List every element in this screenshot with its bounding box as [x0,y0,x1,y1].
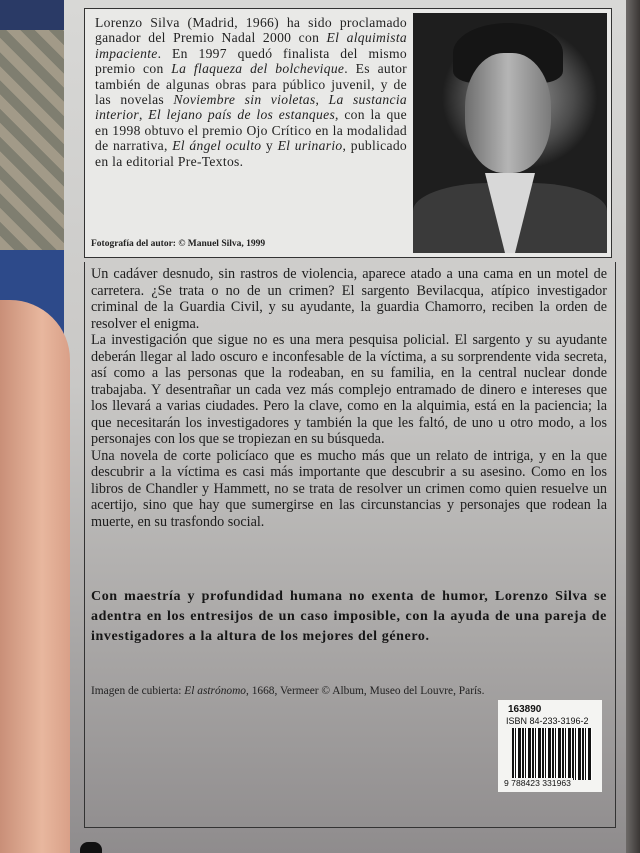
cover-credit-suffix: , 1668, Vermeer © Album, Museo del Louvre, París. [246,685,485,697]
synopsis [91,266,607,530]
barcode-bars [512,728,592,780]
bio-title: La flaqueza del bolchevique [171,61,345,77]
bio-text: , publicado en la editorial Pre-Textos. [95,138,408,169]
synopsis-paragraph: La investigación que sigue no es una mera pesquisa policial. El sargento y su ayudante deberán llegar al lado oscuro e inconfesable de la víctima, a su sorprendente vida secreta, así como a las personas que la rodeaban, en su familia, en la central nuclear donde trabajaba. Y desentrañar un cada vez más complejo entramado de dinero e intereses que los llevará a varias ciudades. Pero la clave, como en la alquimia, está en la paciencia; la que necesitarán los investigadores y también la que les faltó, de uno u otro modo, a los personajes con los que se tropiezan en su búsqueda. [91,332,607,447]
bio-text: , [138,107,149,123]
bio-text: y [261,138,278,154]
bio-title: El alquimista impaciente [95,30,407,61]
blurb: Con maestría y profundidad humana no exenta de humor, Lorenzo Silva se adentra en los entresijos de un caso imposible, con la ayuda de una pareja de investigadores a la altura de los mejores del género. [91,589,607,644]
bio-title: El urinario [277,138,343,154]
ean-number: 9 788423 331963 [504,778,571,788]
bio-text: Lorenzo Silva (Madrid, 1966) ha sido proclamado ganador del Premio Nadal 2000 con [95,15,407,46]
bio-title: Noviembre sin violetas [173,92,316,108]
bio-title: El lejano país de los estanques [148,107,336,123]
barcode-label [498,700,602,792]
publisher-logo [80,842,102,853]
bio-text: . En 1997 quedó finalista del mismo premio con [95,45,407,77]
bio-text: , [315,92,329,108]
cover-credit [91,685,607,697]
hand [0,300,70,853]
photo-credit: Fotografía del autor: © Manuel Silva, 1999 [91,239,266,249]
bio-title: La sustancia interior [95,92,407,123]
author-bio [95,15,407,169]
book-edge [626,0,640,853]
background-rug [0,30,64,250]
isbn: ISBN 84-233-3196-2 [506,716,589,726]
bio-title: El ángel oculto [172,138,262,154]
synopsis-paragraph: Una novela de corte policíaco que es mucho más que un relato de intriga, y en la que descubrir a la víctima es casi más importante que descubrir a su asesino. Como en los libros de Chandler y Hammett, no se trata de resolver un crimen como quien resuelve un acertijo, sino que hay que sumergirse en las circunstancias y personajes que rodean la muerte, en su trasfondo social. [91,447,607,530]
product-code: 163890 [508,704,542,715]
bio-text: , con la que en 1998 obtuvo el premio Ojo Crítico en la modalidad de narrativa, [95,107,407,154]
author-photo [413,13,607,253]
cover-credit-prefix: Imagen de cubierta: [91,685,185,697]
synopsis-paragraph: Un cadáver desnudo, sin rastros de violencia, aparece atado a una cama en un motel de carretera. ¿Se trata o no de un crimen? El sargento Bevilacqua, atípico investigador criminal de la Guardia Civil, y su ayudante, la guardia Chamorro, reciben la orden de resolver el enigma. [91,266,607,332]
cover-credit-title: El astrónomo [184,685,246,697]
author-box [84,8,612,258]
bio-text: . Es autor también de algunas obras para público juvenil, y de las novelas [95,61,407,108]
